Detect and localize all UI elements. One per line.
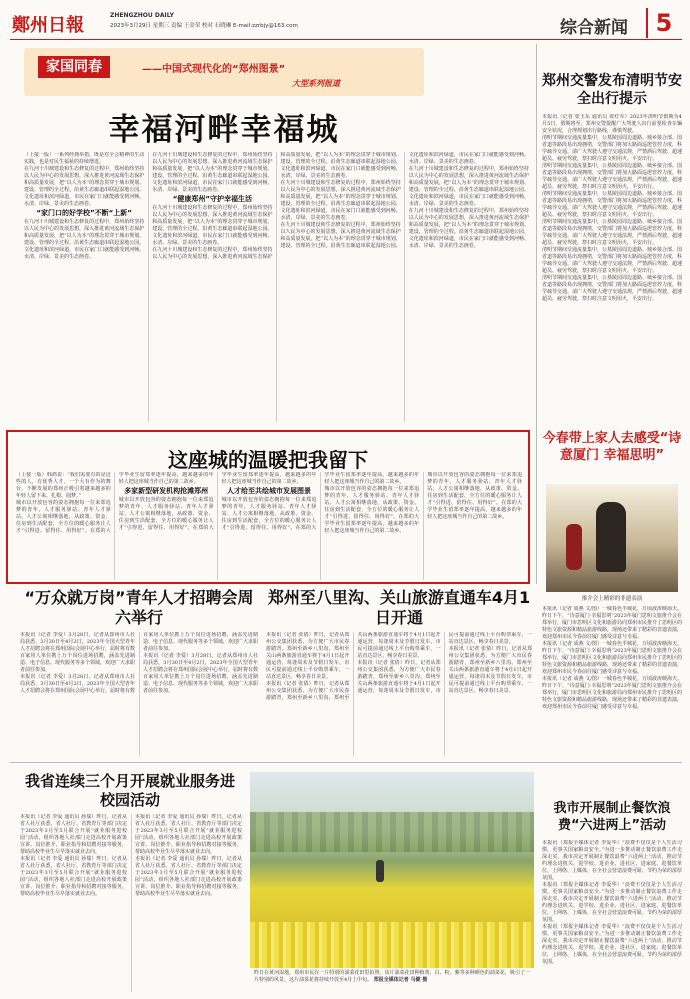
highlight-body (16, 472, 522, 580)
youth-body (20, 632, 258, 756)
rapeseed-photo (250, 772, 534, 968)
banner-tag: 大型系列报道 (292, 79, 340, 88)
performance-photo (546, 484, 678, 592)
feature-text-4: 在九河十川城建设和生态修复的过程中，郑州始终坚持以人民为中心的发展思想，深入推进黄河流域生态保护和高质量发展，把“以人为本”的理念贯穿于城市规划、建设、管理的全过程。沿黄生态廊道串联起湿地公园、文化遗址和滨河绿道，市民在家门口就能感受到河畅、水清、岸绿、景美的生态画卷。 (152, 205, 273, 246)
feature-body (24, 152, 529, 422)
youth-text-1: 本报讯（记者 李爱）3月28日，记者从郑州市人社局获悉，3月30日至4月2日，2023年全国大型青年人才招聘会将在郑州国际会展中心举行，届时将有数百家用人单位携上万个岗位进场招聘，涵盖先进制造、电子信息、现代服务等多个领域，欢迎广大求职者前往参加。 (20, 632, 136, 673)
highlight-text-1: 城市以开放包容的姿态拥抱每一位来郑追梦的青年，人才服务驿站、青年人才驿站、人才公寓相继落地，从政策、资金、住房到生活配套，全方位的暖心服务让人才“引得进、留得住、用得好”。在郑的大学毕业生留郑率逐年提高，越来越多的年轻人把这座城当作自己的第二故乡。 (16, 472, 214, 534)
employment-body (20, 814, 242, 992)
traffic-text-1: 清明节期间交通流量集中，公墓陵园周边道路、城乡接合部、国省道等路段易出现拥堵，交警部门将加大路面巡逻管控力度，科学疏导交通。请广大驾驶人遵守交通法规，严禁酒后驾驶、超速超员、疲劳驾驶，祭扫时注意文明用火，平安出行。 (542, 135, 682, 162)
xiamen-text-2: 本报讯（记者 成燕 文/图）一城春色半城花，万顷波涛映海天。昨日下午，“诗意厦门·幸福思明”2023年厦门思明文旅推介会在郑举行，厦门市思明区文化和旅游局向郑州市民推介了思明区的特色文旅资源和精品旅游线路，现场还带来了精彩的非遗表演，欢迎郑州市民今春前往厦门感受诗意与幸福。 (542, 641, 682, 675)
feature-text-2: 在九河十川城建设和生态修复的过程中，郑州始终坚持以人民为中心的发展思想，深入推进黄河流域生态保护和高质量发展，把“以人为本”的理念贯穿于城市规划、建设、管理的全过程。沿黄生态廊道串联起湿地公园、文化遗址和滨河绿道，市民在家门口就能感受到河畅、水清、岸绿、景美的生态画卷。 (24, 219, 145, 260)
highlight-text-3: 城市以开放包容的姿态拥抱每一位来郑追梦的青年，人才服务驿站、青年人才驿站、人才公寓相继落地，从政策、资金、住房到生活配套，全方位的暖心服务让人才“引得进、留得住、用得好”。在郑的大学毕业生留郑率逐年提高，越来越多的年轻人把这座城当作自己的第二故乡。 (221, 472, 420, 531)
feature-text-1: 在九河十川城建设和生态修复的过程中，郑州始终坚持以人民为中心的发展思想，深入推进黄河流域生态保护和高质量发展，把“以人为本”的理念贯穿于城市规划、建设、管理的全过程。沿黄生态廊道串联起湿地公园、文化遗址和滨河绿道，市民在家门口就能感受到河畅、水清、岸绿、景美的生态画卷。 (24, 166, 145, 207)
feature-subhead-2: “健康郑州”守护幸福生活 (172, 195, 252, 203)
highlight-subhead-1: 多家新型研发机构抢滩郑州 (124, 487, 209, 495)
youth-text-2: 本报讯（记者 李爱）3月28日，记者从郑州市人社局获悉，3月30日至4月2日，2023年全国大型青年人才招聘会将在郑州国际会展中心举行，届时将有数百家用人单位携上万个岗位进场招聘，涵盖先进制造、电子信息、现代服务等多个领域，欢迎广大求职者前往参加。 (20, 632, 258, 694)
visitor-figure (376, 860, 384, 882)
issue-meta: 2023年3月29日 星期三 责编 王金荣 校对 石晓琳 E-mail:zzrbjy@163.com (110, 23, 298, 29)
employment-text-2: 本报讯（记者 李爱 通讯员 孙瑞）昨日，记者从省人社厅获悉，省人社厅、省教育厅等部门决定于2023年3月至5月联合开展“就业服务进校园”活动，组织各地人社部门走进高校开展政策宣讲、岗位推介、职业指导和招聘对接等服务，帮助高校毕业生尽早落实就业去向。 (20, 856, 127, 897)
xiamen-body (542, 606, 682, 756)
highlight-lead: （上接一版）韩鸿说：“我们需要有的是这些的人，有优秀人才，一个大有作为的舞台，不断发展的郑州正吸引着越来越多的年轻人留下来、扎根、圆梦。” (16, 472, 111, 499)
employment-text-4: 本报讯（记者 李爱 通讯员 孙瑞）昨日，记者从省人社厅获悉，省人社厅、省教育厅等部门决定于2023年3月至5月联合开展“就业服务进校园”活动，组织各地人社部门走进高校开展政策宣讲、岗位推介、职业指导和招聘对接等服务，帮助高校毕业生尽早落实就业去向。 (135, 856, 242, 897)
feature-text-9: 在九河十川城建设和生态修复的过程中，郑州始终坚持以人民为中心的发展思想，深入推进黄河流域生态保护和高质量发展，把“以人为本”的理念贯穿于城市规划、建设、管理的全过程。沿黄生态廊道串联起湿地公园、文化遗址和滨河绿道，市民在家门口就能感受到河畅、水清、岸绿、景美的生态画卷。 (408, 208, 529, 249)
feature-banner (24, 48, 424, 96)
traffic-text-4: 清明节期间交通流量集中，公墓陵园周边道路、城乡接合部、国省道等路段易出现拥堵，交警部门将加大路面巡逻管控力度，科学疏导交通。请广大驾驶人遵守交通法规，严禁酒后驾驶、超速超员、疲劳驾驶，祭扫时注意文明用火，平安出行。 (542, 219, 682, 246)
youth-text-3: 本报讯（记者 李爱）3月28日，记者从郑州市人社局获悉，3月30日至4月2日，2023年全国大型青年人才招聘会将在郑州国际会展中心举行，届时将有数百家用人单位携上万个岗位进场招聘，涵盖先进制造、电子信息、现代服务等多个领域，欢迎广大求职者前往参加。 (143, 653, 258, 694)
feature-lead: （上接一版）一系列经典举措，既是对全会精神的生动实践，也是对民生福祉的持续增进。 (24, 152, 145, 165)
feature-title: 幸福河畔幸福城 (108, 112, 340, 148)
english-name: ZHENGZHOU DAILY (110, 12, 174, 19)
highlight-subhead-2: 人才给至共绘城市发展图景 (226, 487, 311, 495)
section-divider (10, 762, 682, 763)
highlight-text-5: 城市以开放包容的姿态拥抱每一位来郑追梦的青年，人才服务驿站、青年人才驿站、人才公寓相继落地，从政策、资金、住房到生活配套，全方位的暖心服务让人才“引得进、留得住、用得好”。在郑的大学毕业生留郑率逐年提高，越来越多的年轻人把这座城当作自己的第二故乡。 (427, 472, 522, 520)
waste-text-1: 本报讯（郑报全媒体记者 李爱华）“浪费不仅仅是个人生活习惯，更事关国家粮食安全。”为进一步推动制止餐饮浪费工作走深走实，我市决定开展制止餐饮浪费“六进两上”活动，推动节约理念进机关、进学校、进企业、进社区、进家庭、进餐饮单位，上网络、上媒体，在全社会营造浪费可耻、节约为荣的浓厚氛围。 (542, 840, 682, 881)
flower-foreground (250, 922, 534, 968)
bus-text-1: 本报讯（记者 张倩）昨日，记者从郑州公交集团获悉，为方便广大市民春游踏青，郑州至新乡八里沟、郑州至关山两条旅游直通车将于4月1日起开通运营，每逢周末及节假日发车，市民可提前通过线上平台购票乘车，一站直达景区，畅享春日美景。 (266, 632, 350, 680)
bus-text-2: 本报讯（记者 张倩）昨日，记者从郑州公交集团获悉，为方便广大市民春游踏青，郑州至新乡八里沟、郑州至关山两条旅游直通车将于4月1日起开通运营，每逢周末及节假日发车，市民可提前通过线上平台购票乘车，一站直达景区，畅享春日美景。 (266, 632, 441, 701)
feature-text-7: 在九河十川城建设和生态修复的过程中，郑州始终坚持以人民为中心的发展思想，深入推进黄河流域生态保护和高质量发展，把“以人为本”的理念贯穿于城市规划、建设、管理的全过程。沿黄生态廊道串联起湿地公园、文化遗址和滨河绿道，市民在家门口就能感受到河畅、水清、岸绿、景美的生态画卷。 (280, 152, 529, 249)
feature-text-3: 在九河十川城建设和生态修复的过程中，郑州始终坚持以人民为中心的发展思想，深入推进黄河流域生态保护和高质量发展，把“以人为本”的理念贯穿于城市规划、建设、管理的全过程。沿黄生态廊道串联起湿地公园、文化遗址和滨河绿道，市民在家门口就能感受到河畅、水清、岸绿、景美的生态画卷。 (152, 152, 273, 193)
waste-body (542, 840, 682, 992)
masthead (10, 8, 682, 40)
waste-text-3: 本报讯（郑报全媒体记者 李爱华）“浪费不仅仅是个人生活习惯，更事关国家粮食安全。”为进一步推动制止餐饮浪费工作走深走实，我市决定开展制止餐饮浪费“六进两上”活动，推动节约理念进机关、进学校、进企业、进社区、进家庭、进餐饮单位，上网络、上媒体，在全社会营造浪费可耻、节约为荣的浓厚氛围。 (542, 924, 682, 965)
feature-text-6: 在九河十川城建设和生态修复的过程中，郑州始终坚持以人民为中心的发展思想，深入推进黄河流域生态保护和高质量发展，把“以人为本”的理念贯穿于城市规划、建设、管理的全过程。沿黄生态廊道串联起湿地公园、文化遗址和滨河绿道，市民在家门口就能感受到河畅、水清、岸绿、景美的生态画卷。 (280, 180, 401, 221)
page-number: 5 (646, 8, 680, 38)
banner-label: 家国同春 (38, 56, 110, 78)
employment-text-3: 本报讯（记者 李爱 通讯员 孙瑞）昨日，记者从省人社厅获悉，省人社厅、省教育厅等部门决定于2023年3月至5月联合开展“就业服务进校园”活动，组织各地人社部门走进高校开展政策宣讲、岗位推介、职业指导和招聘对接等服务，帮助高校毕业生尽早落实就业去向。 (135, 814, 242, 855)
highlight-text-4: 城市以开放包容的姿态拥抱每一位来郑追梦的青年，人才服务驿站、青年人才驿站、人才公寓相继落地，从政策、资金、住房到生活配套，全方位的暖心服务让人才“引得进、留得住、用得好”。在郑的大学毕业生留郑率逐年提高，越来越多的年轻人把这座城当作自己的第二故乡。 (324, 486, 420, 534)
highlight-text-2: 城市以开放包容的姿态拥抱每一位来郑追梦的青年，人才服务驿站、青年人才驿站、人才公寓相继落地，从政策、资金、住房到生活配套，全方位的暖心服务让人才“引得进、留得住、用得好”。在郑的大学毕业生留郑率逐年提高，越来越多的年轻人把这座城当作自己的第二故乡。 (118, 472, 317, 531)
employment-title: 我省连续三个月开展就业服务进校园活动 (24, 772, 235, 809)
traffic-lead: 本报讯（记者 张玉东 通讯员 贾红军）2023年清明节假期为4月5日，假期将至，郑州交警提醒广大驾驶人出行前要检查车辆安全状况，合理规划出行路线，谨慎驾驶。 (542, 114, 682, 134)
feature-subhead-1: “家门口的好学校”不断“上新” (36, 209, 132, 217)
highlight-article-box (6, 430, 530, 584)
xiamen-text-3: 本报讯（记者 成燕 文/图）一城春色半城花，万顷波涛映海天。昨日下午，“诗意厦门·幸福思明”2023年厦门思明文旅推介会在郑举行，厦门市思明区文化和旅游局向郑州市民推介了思明区的特色文旅资源和精品旅游线路，现场还带来了精彩的非遗表演，欢迎郑州市民今春前往厦门感受诗意与幸福。 (542, 676, 682, 710)
section-title: 综合新闻 (560, 18, 628, 38)
banner-subtitle: ——中国式现代化的“郑州图景” (142, 64, 286, 75)
bus-text-4: 本报讯（记者 张倩）昨日，记者从郑州公交集团获悉，为方便广大市民春游踏青，郑州至新乡八里沟、郑州至关山两条旅游直通车将于4月1日起开通运营，每逢周末及节假日发车，市民可提前通过线上平台购票乘车，一站直达景区，畅享春日美景。 (448, 646, 532, 694)
photo-caption (254, 970, 530, 983)
newspaper-logo: 鄭州日報 (12, 15, 84, 36)
performer-figure (596, 502, 626, 572)
feature-text-8: 在九河十川城建设和生态修复的过程中，郑州始终坚持以人民为中心的发展思想，深入推进黄河流域生态保护和高质量发展，把“以人为本”的理念贯穿于城市规划、建设、管理的全过程。沿黄生态廊道串联起湿地公园、文化遗址和滨河绿道，市民在家门口就能感受到河畅、水清、岸绿、景美的生态画卷。 (408, 166, 529, 207)
employment-text-1: 本报讯（记者 李爱 通讯员 孙瑞）昨日，记者从省人社厅获悉，省人社厅、省教育厅等部门决定于2023年3月至5月联合开展“就业服务进校园”活动，组织各地人社部门走进高校开展政策宣讲、岗位推介、职业指导和招聘对接等服务，帮助高校毕业生尽早落实就业去向。 (20, 814, 127, 855)
tree-line (250, 812, 534, 852)
bus-title: 郑州至八里沟、关山旅游直通车4月1日开通 (267, 588, 531, 627)
photo-credit: 郑报全媒体记者 马健 摄 (373, 976, 428, 983)
traffic-title: 郑州交警发布清明节安全出行提示 (542, 73, 682, 107)
waste-title: 我市开展制止餐饮浪费“六进两上”活动 (553, 801, 671, 833)
traffic-text-2: 清明节期间交通流量集中，公墓陵园周边道路、城乡接合部、国省道等路段易出现拥堵，交警部门将加大路面巡逻管控力度，科学疏导交通。请广大驾驶人遵守交通法规，严禁酒后驾驶、超速超员、疲劳驾驶，祭扫时注意文明用火，平安出行。 (542, 163, 682, 190)
traffic-text-5: 清明节期间交通流量集中，公墓陵园周边道路、城乡接合部、国省道等路段易出现拥堵，交警部门将加大路面巡逻管控力度，科学疏导交通。请广大驾驶人遵守交通法规，严禁酒后驾驶、超速超员、疲劳驾驶，祭扫时注意文明用火，平安出行。 (542, 247, 682, 274)
column-divider (536, 44, 537, 584)
xiamen-title: 今春带上家人去感受“诗意厦门 幸福思明” (542, 431, 682, 463)
photo-caption-text: 昨日在黄河湿地，郑州市民在一片特别的油菜花田里拍照。该片油菜花田种植黄、白、粉、紫等多种颜色的油菜花，吸引了一片特别的风景。这片油菜花将持续开放至4月上中旬。 (254, 970, 530, 983)
performer-figure (566, 524, 582, 570)
traffic-text-3: 清明节期间交通流量集中，公墓陵园周边道路、城乡接合部、国省道等路段易出现拥堵，交警部门将加大路面巡逻管控力度，科学疏导交通。请广大驾驶人遵守交通法规，严禁酒后驾驶、超速超员、疲劳驾驶，祭扫时注意文明用火，平安出行。 (542, 191, 682, 218)
xiamen-caption: 推介会上精彩的非遗表演 (581, 596, 643, 602)
youth-title: “万众就万岗”青年人才招聘会周六举行 (24, 588, 254, 627)
bus-text-3: 本报讯（记者 张倩）昨日，记者从郑州公交集团获悉，为方便广大市民春游踏青，郑州至新乡八里沟、郑州至关山两条旅游直通车将于4月1日起开通运营，每逢周末及节假日发车，市民可提前通过线上平台购票乘车，一站直达景区，畅享春日美景。 (357, 632, 532, 694)
waste-text-2: 本报讯（郑报全媒体记者 李爱华）“浪费不仅仅是个人生活习惯，更事关国家粮食安全。”为进一步推动制止餐饮浪费工作走深走实，我市决定开展制止餐饮浪费“六进两上”活动，推动节约理念进机关、进学校、进企业、进社区、进家庭、进餐饮单位，上网络、上媒体，在全社会营造浪费可耻、节约为荣的浓厚氛围。 (542, 882, 682, 923)
feature-text-5: 在九河十川城建设和生态修复的过程中，郑州始终坚持以人民为中心的发展思想，深入推进黄河流域生态保护和高质量发展，把“以人为本”的理念贯穿于城市规划、建设、管理的全过程。沿黄生态廊道串联起湿地公园、文化遗址和滨河绿道，市民在家门口就能感受到河畅、水清、岸绿、景美的生态画卷。 (152, 152, 401, 260)
highlight-title: 这座城的温暖把我留下 (168, 448, 368, 472)
traffic-text-6: 清明节期间交通流量集中，公墓陵园周边道路、城乡接合部、国省道等路段易出现拥堵，交警部门将加大路面巡逻管控力度，科学疏导交通。请广大驾驶人遵守交通法规，严禁酒后驾驶、超速超员、疲劳驾驶，祭扫时注意文明用火，平安出行。 (542, 275, 682, 302)
traffic-body (542, 114, 682, 424)
bus-body (266, 632, 532, 756)
xiamen-text-1: 本报讯（记者 成燕 文/图）一城春色半城花，万顷波涛映海天。昨日下午，“诗意厦门·幸福思明”2023年厦门思明文旅推介会在郑举行，厦门市思明区文化和旅游局向郑州市民推介了思明区的特色文旅资源和精品旅游线路，现场还带来了精彩的非遗表演，欢迎郑州市民今春前往厦门感受诗意与幸福。 (542, 606, 682, 640)
